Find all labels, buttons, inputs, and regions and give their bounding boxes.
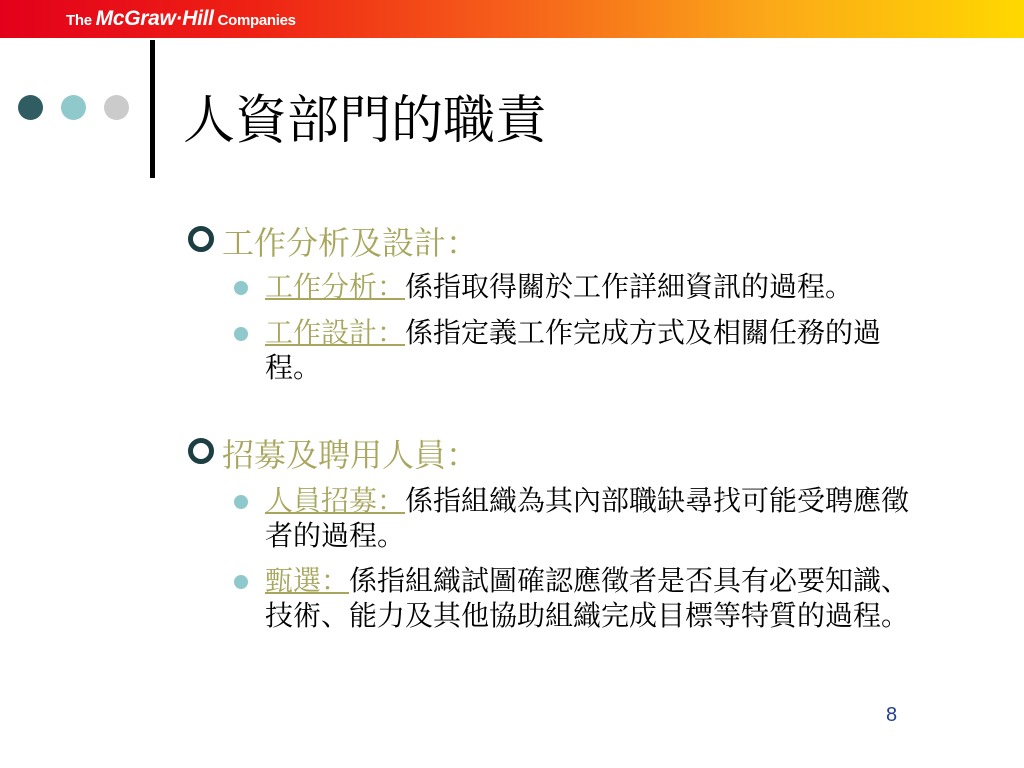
ring-bullet-icon <box>188 438 214 464</box>
dot-bullet-icon <box>234 281 248 295</box>
slide-title: 人資部門的職責 <box>183 91 548 151</box>
dot-bullet-icon <box>234 495 248 509</box>
term-link[interactable]: 人員招募： <box>265 484 406 517</box>
decor-dot-dark <box>18 95 43 120</box>
mcgraw-hill-logo <box>66 7 296 31</box>
term-description: 係指組織試圖確認應徵者是否具有必要知識、技術、能力及其他協助組織完成目標等特質的過程。 <box>265 564 910 632</box>
logo-suffix: Companies <box>213 12 296 29</box>
title-divider <box>150 40 155 178</box>
dot-bullet-icon <box>234 575 248 589</box>
term-description: 係指定義工作完成方式及相關任務的過程。 <box>265 316 882 384</box>
logo-prefix: The <box>66 12 96 29</box>
term-description: 係指取得關於工作詳細資訊的過程。 <box>405 270 854 303</box>
term-description: 係指組織為其內部職缺尋找可能受聘應徵者的過程。 <box>265 484 910 552</box>
term-link[interactable]: 甄選： <box>265 564 350 597</box>
header-banner <box>0 0 1024 38</box>
term-link[interactable]: 工作設計： <box>265 316 406 349</box>
ring-bullet-icon <box>188 226 214 252</box>
decor-dot-grey <box>104 95 129 120</box>
dot-bullet-icon <box>234 327 248 341</box>
section-heading-text: 工作分析及設計： <box>222 224 479 262</box>
decor-dot-light <box>61 95 86 120</box>
page-number: 8 <box>886 704 898 726</box>
section-heading-text: 招募及聘用人員： <box>222 436 479 474</box>
term-link[interactable]: 工作分析： <box>265 270 406 303</box>
logo-brand: McGraw·Hill <box>95 7 214 30</box>
